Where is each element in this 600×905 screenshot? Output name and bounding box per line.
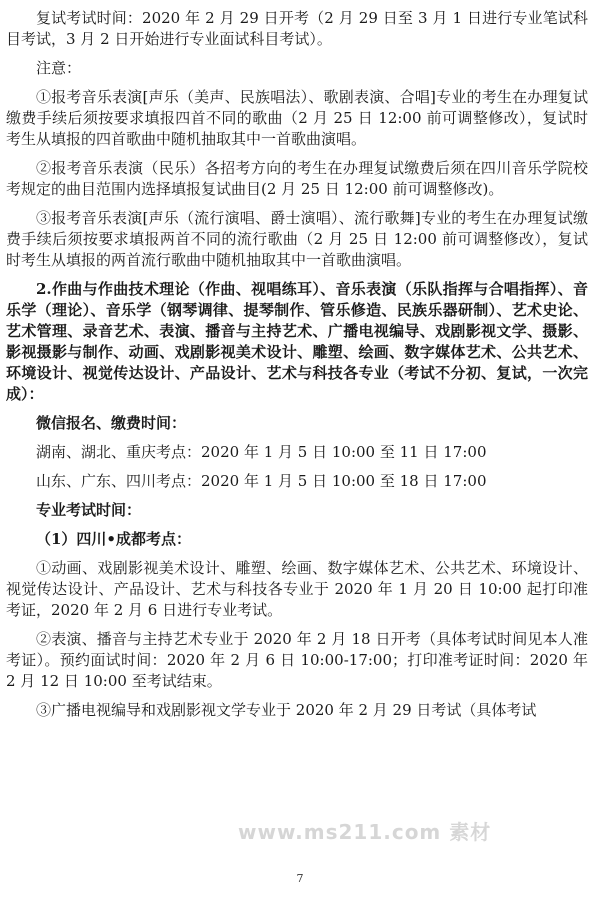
chengdu-item-2: ②表演、播音与主持艺术专业于 2020 年 2 月 18 日开考（具体考试时间见本人准考证）。预约面试时间：2020 年 2 月 6 日 10:00-17:00；打印准考证时间：2020 年 2 月 12 日 10:00 至考试结束。 <box>6 630 588 690</box>
registration-time-hunan: 湖南、湖北、重庆考点：2020 年 1 月 5 日 10:00 至 11 日 17:00 <box>36 443 487 461</box>
notice-heading: 注意： <box>36 59 82 77</box>
wechat-registration-heading: 微信报名、缴费时间： <box>36 414 187 432</box>
exam-time-heading: 专业考试时间： <box>36 501 142 519</box>
section-2-heading: 2.作曲与作曲技术理论（作曲、视唱练耳）、音乐表演（乐队指挥与合唱指挥）、音乐学（理论）、音乐学（钢琴调律、提琴制作、管乐修造、民族乐器研制）、艺术史论、艺术管理、录音艺术、表演、播音与主持艺术、广播电视编导、戏剧影视文学、摄影、影视摄影与制作、动画、戏剧影视美术设计、雕塑、绘画、数字媒体艺术、公共艺术、环境设计、视觉传达设计、产品设计、艺术与科技各专业（考试不分初、复试，一次完成）： <box>6 280 588 403</box>
chengdu-item-1: ①动画、戏剧影视美术设计、雕塑、绘画、数字媒体艺术、公共艺术、环境设计、视觉传达设计、产品设计、艺术与科技各专业于 2020 年 1 月 20 日 10:00 起打印准考证，2020 年 2 月 6 日进行专业考试。 <box>6 559 588 619</box>
page-number: 7 <box>296 872 304 885</box>
registration-time-shandong: 山东、广东、四川考点：2020 年 1 月 5 日 10:00 至 18 日 17:00 <box>36 472 487 490</box>
notice-item-2: ②报考音乐表演（民乐）各招考方向的考生在办理复试缴费后须在四川音乐学院校考规定的曲目范围内选择填报复试曲目(2 月 25 日 12:00 前可调整修改)。 <box>6 159 588 198</box>
notice-item-1: ①报考音乐表演[声乐（美声、民族唱法）、歌剧表演、合唱]专业的考生在办理复试缴费手续后须按要求填报四首不同的歌曲（2 月 25 日 12:00 前可调整修改），复试时考生从填报的四首歌曲中随机抽取其中一首歌曲演唱。 <box>6 88 588 148</box>
chengdu-item-3: ③广播电视编导和戏剧影视文学专业于 2020 年 2 月 29 日考试（具体考试 <box>36 701 537 719</box>
exam-time-paragraph: 复试考试时间：2020 年 2 月 29 日开考（2 月 29 日至 3 月 1 日进行专业笔试科目考试，3 月 2 日开始进行专业面试科目考试）。 <box>6 9 588 48</box>
chengdu-site-heading: （1）四川•成都考点： <box>36 530 192 548</box>
watermark: www.ms211.com 素材 <box>238 820 492 844</box>
document-body <box>6 8 588 729</box>
notice-item-3: ③报考音乐表演[声乐（流行演唱、爵士演唱）、流行歌舞]专业的考生在办理复试缴费手续后须按要求填报两首不同的流行歌曲（2 月 25 日 12:00 前可调整修改），复试时考生从填报的两首流行歌曲中随机抽取其中一首歌曲演唱。 <box>6 209 588 269</box>
